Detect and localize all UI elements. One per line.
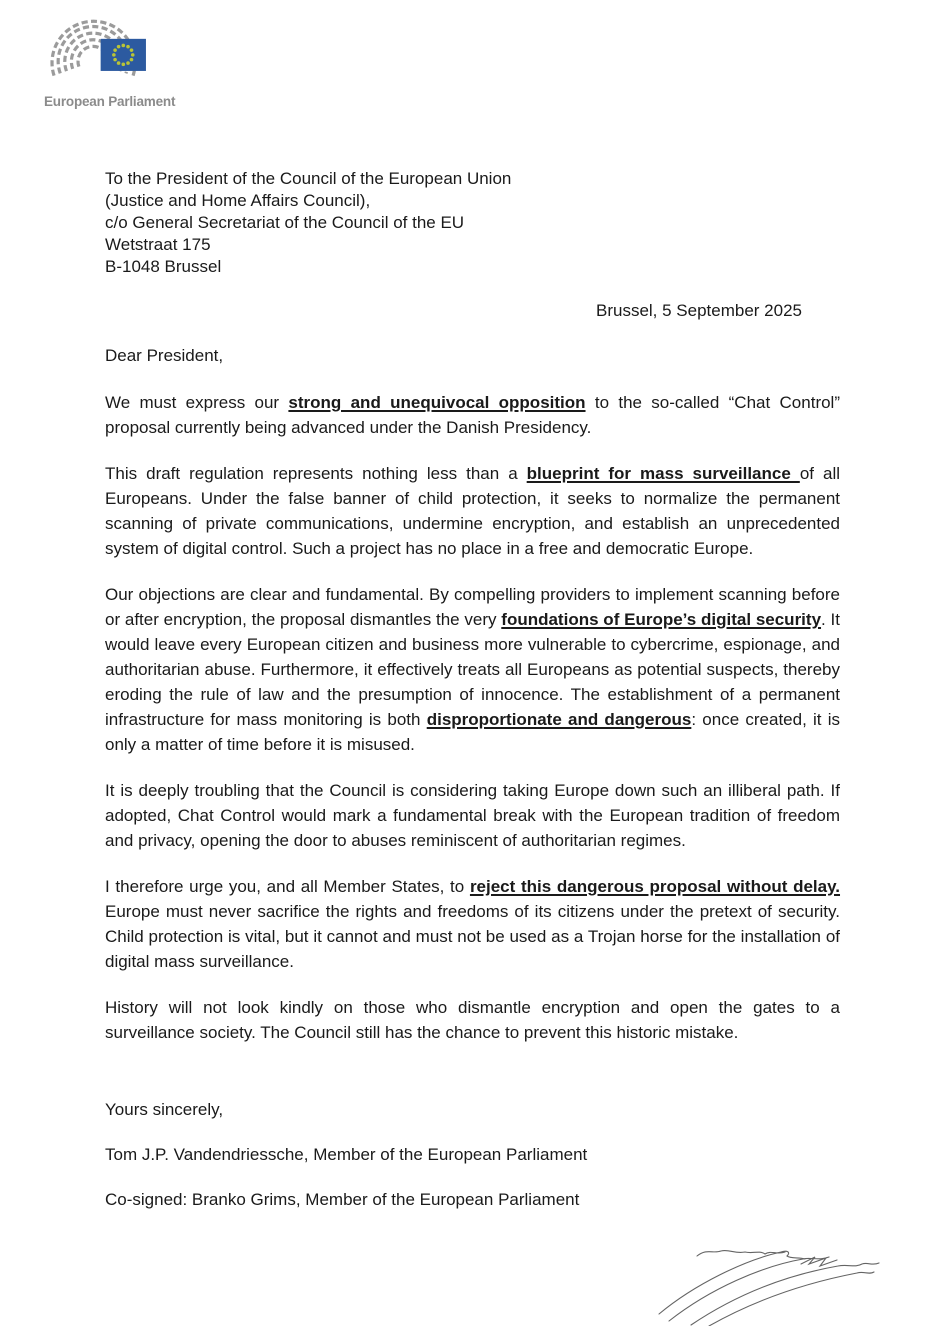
handwritten-signature (653, 1226, 908, 1326)
recipient-line: (Justice and Home Affairs Council), (105, 191, 371, 210)
recipient-line: To the President of the Council of the European Union (105, 169, 512, 188)
signatory-line: Tom J.P. Vandendriessche, Member of the European Parliament (105, 1145, 588, 1164)
text-segment: of all Europeans. Under the false banner of child protection, it seeks to normalize the permanent scanning of private communications, undermine encryption, and establish an unprecedented system of digital control. Such a project has no place in a free and democratic Europe. (105, 464, 840, 558)
emphasized-phrase: disproportionate and dangerous (426, 710, 692, 729)
text-segment: Our objections are clear and fundamental. By compelling providers to implement scanning before or after encryption, the proposal dismantles the very (105, 585, 840, 629)
salutation: Dear President, (105, 346, 224, 365)
emphasized-phrase: blueprint for mass surveillance (526, 464, 800, 483)
text-segment: . It would leave every European citizen and business more vulnerable to cybercrime, espionage, and authoritarian abuse. Furthermore, it effectively treats all Europeans as potential suspects, thereby eroding the rule of law and the presumption of innocence. The establishment of a permanent infrastructure for mass monitoring is both (105, 610, 840, 729)
text-segment: to the so-called “Chat Control” proposal currently being advanced under the Danish Presidency. (105, 393, 840, 437)
recipient-line: B-1048 Brussel (105, 257, 222, 276)
ep-wordmark: European Parliament (44, 94, 176, 109)
ep-logo-graphic (44, 14, 162, 92)
european-parliament-logo (44, 14, 184, 109)
text-segment: It is deeply troubling that the Council is considering taking Europe down such an illiberal path. If adopted, Chat Control would mark a fundamental break with the European tradition of freedom and privacy, opening the door to abuses reminiscent of authoritarian regimes. (105, 781, 840, 850)
letter-body (105, 390, 840, 1045)
text-segment: We must express our (105, 393, 289, 412)
text-segment: Europe must never sacrifice the rights and freedoms of its citizens under the pretext of security. Child protection is vital, but it cannot and must not be used as a Trojan horse for the installation of digital mass surveillance. (105, 902, 840, 971)
signatory-line: Co-signed: Branko Grims, Member of the European Parliament (105, 1190, 580, 1209)
letter-paragraph (105, 582, 840, 757)
letter-paragraph (105, 778, 840, 853)
valediction: Yours sincerely, (105, 1100, 224, 1119)
recipient-line: c/o General Secretariat of the Council of the EU (105, 213, 465, 232)
letter-paragraph (105, 995, 840, 1045)
recipient-line: Wetstraat 175 (105, 235, 211, 254)
eu-flag-icon (101, 39, 146, 71)
recipient-address (105, 168, 840, 278)
text-segment: History will not look kindly on those who dismantle encryption and open the gates to a surveillance society. The Council still has the chance to prevent this historic mistake. (105, 998, 840, 1042)
text-segment: I therefore urge you, and all Member States, to (105, 877, 470, 896)
text-segment: This draft regulation represents nothing less than a (105, 464, 527, 483)
emphasized-phrase: foundations of Europe’s digital security (501, 610, 822, 629)
emphasized-phrase: strong and unequivocal opposition (288, 393, 586, 412)
dateline: Brussel, 5 September 2025 (595, 301, 802, 320)
letter-paragraph (105, 461, 840, 561)
letter-paragraph (105, 390, 840, 440)
letter-paragraph (105, 874, 840, 974)
letter-content (105, 122, 840, 1212)
emphasized-phrase: reject this dangerous proposal without delay. (469, 877, 841, 896)
text-segment: : once created, it is only a matter of time before it is misused. (105, 710, 841, 754)
